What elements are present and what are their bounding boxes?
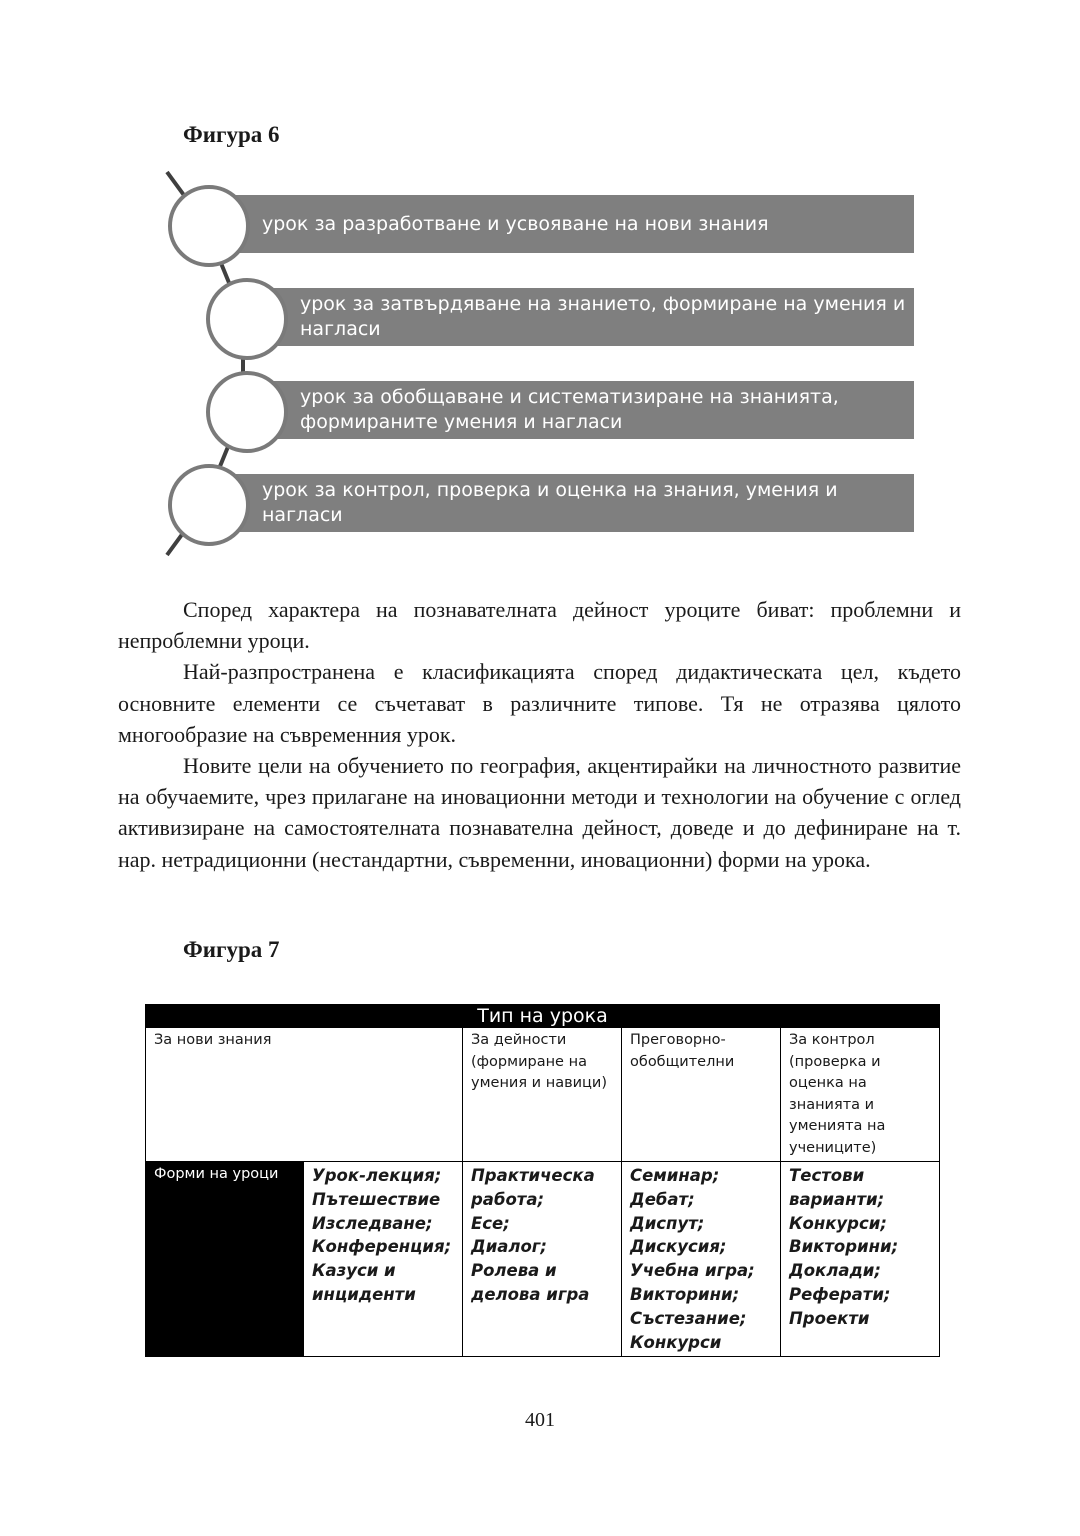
figure-6-diagram xyxy=(0,0,1080,570)
figure-6-title: Фигура 6 xyxy=(183,122,280,147)
forms-review: Семинар; Дебат; Диспут; Дискусия; Учебна игра; Викторини; Състезание; Конкурси xyxy=(622,1162,781,1357)
column-review: Преговорно-обобщителни xyxy=(622,1028,781,1162)
body-text xyxy=(118,594,961,875)
lesson-type-bar-3: урок за обобщаване и систематизиране на знанията, формираните умения и нагласи xyxy=(266,381,914,439)
lesson-type-bar-2: урок за затвърдяване на знанието, формиране на умения и нагласи xyxy=(266,288,914,346)
column-control: За контрол (проверка и оценка на знанията и уменията на учениците) xyxy=(781,1028,940,1162)
column-new-knowledge: За нови знания xyxy=(146,1028,463,1162)
forms-activities: Практическа работа; Есе; Диалог; Ролева и делова игра xyxy=(463,1162,622,1357)
paragraph-1: Според характера на познавателната дейност уроците биват: проблемни и непроблемни уроци. xyxy=(118,597,961,654)
forms-new-knowledge: Урок-лекция; Пътешествие Изследване; Конференция; Казуси и инциденти xyxy=(304,1162,463,1357)
circle-marker-1 xyxy=(168,185,250,267)
forms-control: Тестови варианти; Конкурси; Викторини; Доклади; Реферати; Проекти xyxy=(781,1162,940,1357)
lesson-forms-table xyxy=(145,1004,940,1357)
paragraph-3: Новите цели на обучението по география, акцентирайки на личностното развитие на обучаемите, чрез прилагане на иновационни методи и технологии на обучение с оглед активизиране на самостоятелната познавателна дейност, доведе и до дефиниране на т. нар. нетрадиционни (нестандартни, съвременни, иновационни) форми на урока. xyxy=(118,753,961,872)
circle-marker-3 xyxy=(206,371,288,453)
paragraph-2: Най-разпространена е класификацията според дидактическата цел, където основните елементи се съчетават в различните типове. Тя не отразява цялото многообразие на съвременния урок. xyxy=(118,659,961,747)
table-header: Тип на урока xyxy=(146,1005,940,1028)
column-activities: За дейности (формиране на умения и навици) xyxy=(463,1028,622,1162)
lesson-type-bar-4: урок за контрол, проверка и оценка на знания, умения и нагласи xyxy=(228,474,914,532)
lesson-type-bar-1: урок за разработване и усвояване на нови знания xyxy=(228,195,914,253)
circle-marker-4 xyxy=(168,464,250,546)
row-label-forms: Форми на уроци xyxy=(146,1162,304,1357)
circle-marker-2 xyxy=(206,278,288,360)
figure-7-title: Фигура 7 xyxy=(183,937,280,962)
page-number: 401 xyxy=(525,1409,555,1431)
